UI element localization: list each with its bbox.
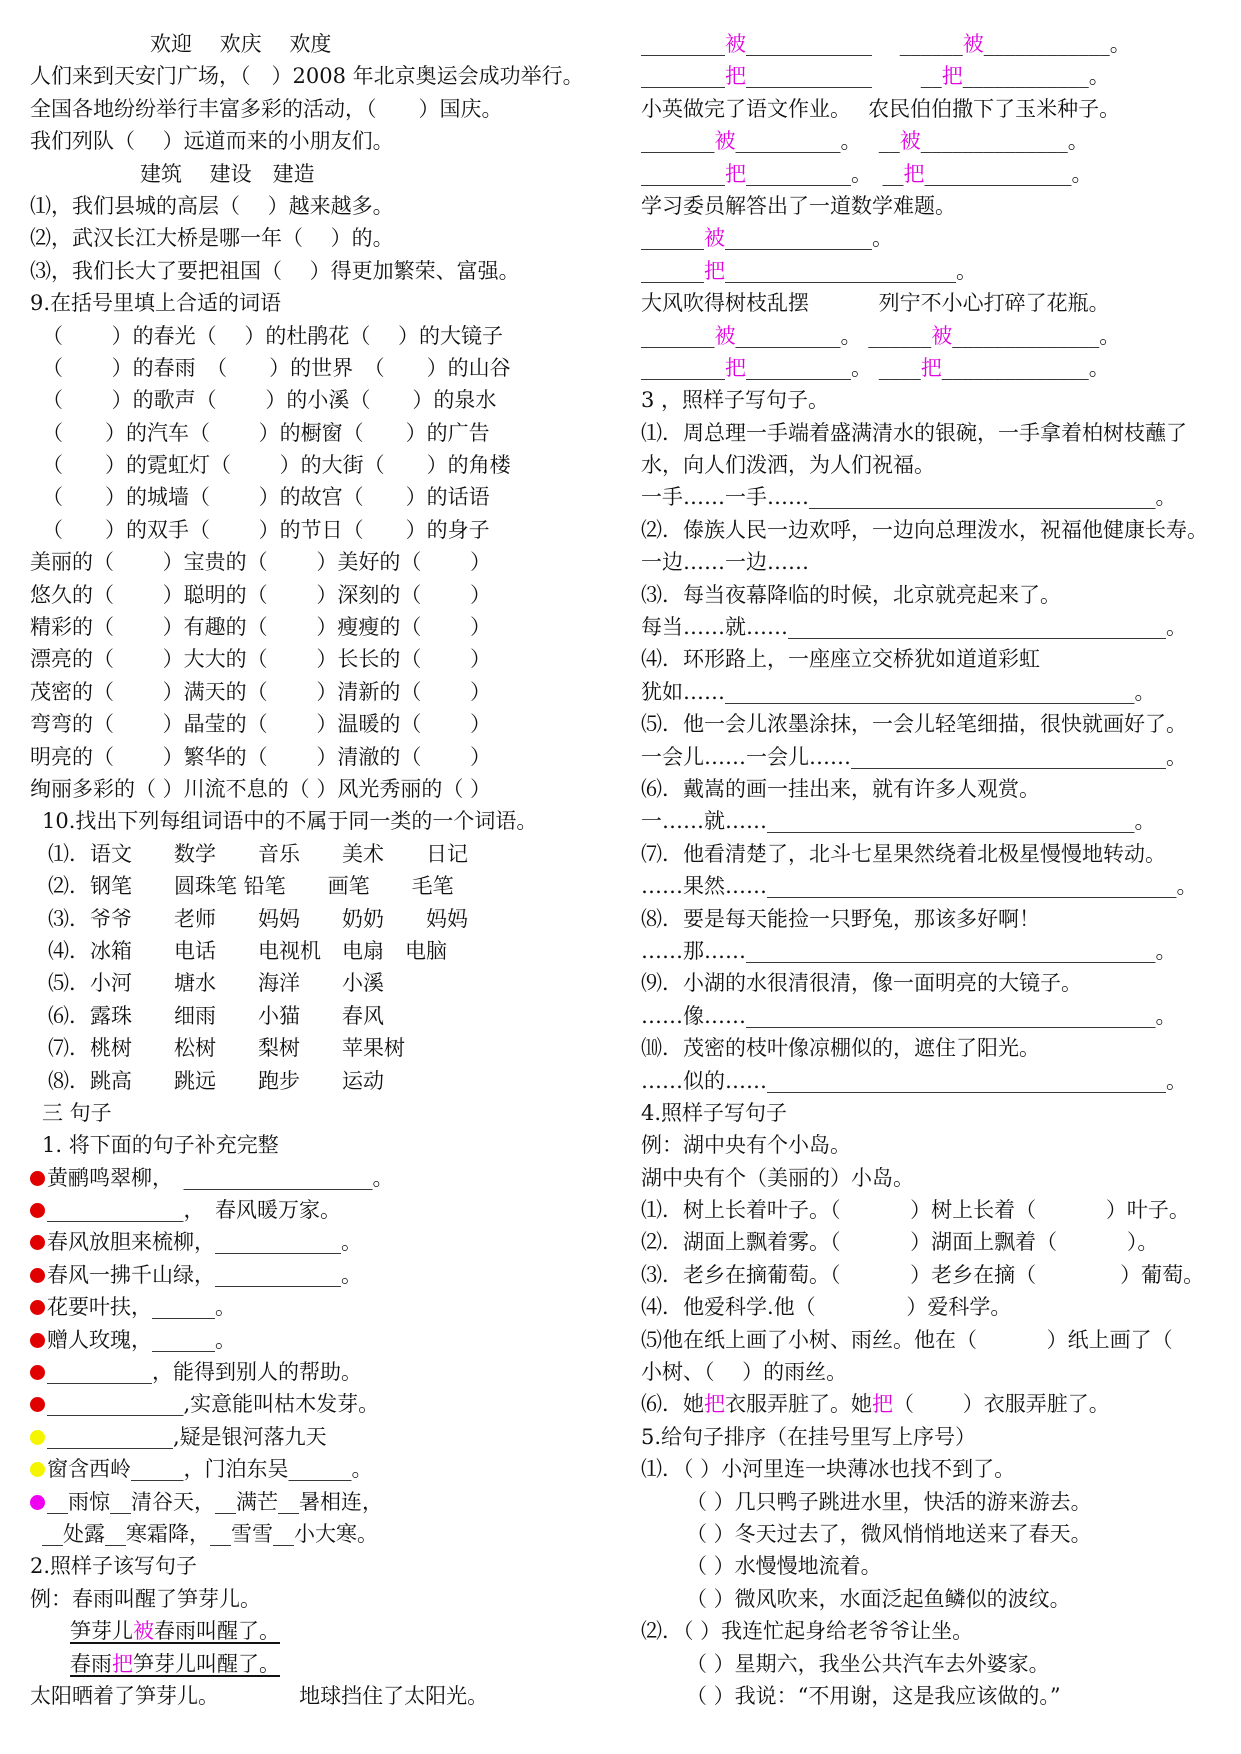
- example-ba-line: [30, 1648, 615, 1680]
- blank-line: _______被__________。 __被______________。: [641, 129, 1089, 154]
- text-line: ……果然……_______________________________________。: [641, 874, 1198, 899]
- text-line: ⑶．老乡在摘葡萄。（ ）老乡在摘（ ）葡萄。: [641, 1262, 1205, 1287]
- text-line: ⑵．（ ）我连忙起身给老爷爷让坐。: [641, 1619, 974, 1644]
- bullet-dot-red-icon: [30, 1235, 45, 1250]
- highlight-char: 把: [920, 355, 942, 380]
- text-line: 一边……一边……: [641, 550, 809, 575]
- text-line: 一手……一手……_________________________________。: [641, 485, 1177, 510]
- text-line: ⑴．周总理一手端着盛满清水的银碗，一手拿着柏树枝蘸了: [641, 420, 1187, 445]
- text-line: 犹如……_______________________________________。: [641, 679, 1156, 704]
- text-line: 每当……就……____________________________________。: [641, 615, 1187, 640]
- bullet-line: [30, 1226, 615, 1258]
- text-line: 一会儿……一会儿……______________________________。: [641, 744, 1187, 769]
- blank-line: ________把____________ __把____________。: [641, 64, 1110, 89]
- text-line: 弯弯的（ ）晶莹的（ ）温暖的（ ）: [30, 712, 492, 737]
- blank-line: ______被______________。: [641, 226, 893, 251]
- text-line: ⑶．爷爷 老师 妈妈 奶奶 妈妈: [48, 906, 468, 931]
- text-line: 太阳晒着了笋芽儿。 地球挡住了太阳光。: [30, 1683, 489, 1708]
- bullet-dot-magenta-icon: [30, 1495, 45, 1510]
- text-line: 小树、（ ）的雨丝。: [641, 1360, 848, 1385]
- bullet-line: [30, 1259, 615, 1291]
- example-passive-line: [30, 1615, 615, 1647]
- text-line: ⑸．他一会儿浓墨涂抹，一会儿轻笔细描，很快就画好了。: [641, 712, 1187, 737]
- blank-line: ________把__________。 ____把______________。: [641, 355, 1110, 380]
- section-heading: 三 句子: [42, 1100, 112, 1125]
- highlight-char: 把: [704, 258, 725, 283]
- highlight-char: 把: [872, 1392, 893, 1417]
- text-line: ⑽．茂密的枝叶像凉棚似的，遮住了阳光。: [641, 1036, 1040, 1061]
- highlight-char: 把: [903, 161, 925, 186]
- bullet-line: [30, 1486, 615, 1518]
- bullet-line: [30, 1324, 615, 1356]
- blank-line: ________把__________。 __把______________。: [641, 161, 1093, 186]
- bullet-dot-red-icon: [30, 1333, 45, 1348]
- bullet-line: [30, 1421, 615, 1453]
- highlight-char: 把: [941, 64, 963, 89]
- highlight-char: 把: [112, 1651, 133, 1676]
- text-line: 水，向人们泼洒，为人们祝福。: [641, 453, 935, 478]
- blank-line: _______被__________。 ______被______________。: [641, 323, 1121, 348]
- bullet-dot-yellow-icon: [30, 1462, 45, 1477]
- bullet-dot-yellow-icon: [30, 1430, 45, 1445]
- word-group-heading: 建筑 建设 建造: [140, 161, 315, 186]
- bullet-dot-red-icon: [30, 1171, 45, 1186]
- bullet-line: [30, 1194, 615, 1226]
- example-line: 例：湖中央有个小岛。: [641, 1133, 851, 1158]
- text-line: ⑴．语文 数学 音乐 美术 日记: [48, 841, 468, 866]
- text-line: __处露__寒霜降，__雪雪__小大寒。: [42, 1521, 378, 1546]
- text-line: ⑵．湖面上飘着雾。（ ）湖面上飘着（ ）。: [641, 1230, 1159, 1255]
- text-line: ⑵．钢笔 圆珠笔 铅笔 画笔 毛笔: [48, 874, 454, 899]
- text-line: 大风吹得树枝乱摆 列宁不小心打碎了花瓶。: [641, 291, 1110, 316]
- text-line: ⑹．她把衣服弄脏了。她把（ ）衣服弄脏了。: [641, 1392, 1110, 1417]
- section-heading: 10.找出下列每组词语中的不属于同一类的一个词语。: [42, 809, 538, 834]
- bullet-text: _____________， 春风暖万家。: [47, 1198, 341, 1223]
- text-line: ……那……_______________________________________。: [641, 938, 1177, 963]
- bullet-text: ____________,疑是银河落九天: [47, 1424, 327, 1449]
- bullet-line: [30, 1291, 615, 1323]
- section-heading: 3 ，照样子写句子。: [641, 388, 830, 413]
- highlight-char: 被: [714, 323, 736, 348]
- example-line: 例：春雨叫醒了笋芽儿。: [30, 1586, 261, 1611]
- text-line: 全国各地纷纷举行丰富多彩的活动，（ ）国庆。: [30, 96, 503, 121]
- bullet-dot-red-icon: [30, 1203, 45, 1218]
- text-line: （ ）的歌声（ ）的小溪（ ）的泉水: [42, 388, 497, 413]
- bullet-dot-red-icon: [30, 1397, 45, 1412]
- highlight-char: 把: [725, 355, 746, 380]
- text-line: ⑻．跳高 跳远 跑步 运动: [48, 1068, 384, 1093]
- blank-line: ______把______________________。: [641, 258, 977, 283]
- text-line: ⑶．每当夜幕降临的时候，北京就亮起来了。: [641, 582, 1061, 607]
- section-heading: 2.照样子该写句子: [30, 1554, 198, 1579]
- text-line: （ ）的春光（ ）的杜鹃花（ ）的大镜子: [42, 323, 504, 348]
- text-line: 一……就……___________________________________。: [641, 809, 1156, 834]
- text-line: （ ）几只鸭子跳进水里，快活的游来游去。: [686, 1489, 1092, 1514]
- text-line: ⑷．他爱科学.他（ ）爱科学。: [641, 1295, 1012, 1320]
- highlight-char: 被: [704, 226, 725, 251]
- word-group-heading: 欢迎 欢庆 欢度: [150, 32, 332, 56]
- text-line: ⑴．树上长着叶子。（ ）树上长着（ ）叶子。: [641, 1198, 1190, 1223]
- text-line: ⑺．桃树 松树 梨树 苹果树: [48, 1036, 405, 1061]
- text-line: ⑶，我们长大了要把祖国（ ）得更加繁荣、富强。: [30, 258, 520, 283]
- text-line: （ ）星期六，我坐公共汽车去外婆家。: [686, 1651, 1050, 1676]
- highlight-char: 把: [725, 161, 746, 186]
- highlight-char: 被: [725, 32, 746, 56]
- highlight-char: 被: [931, 323, 953, 348]
- bullet-text: 窗含西岭_____，门泊东吴______。: [47, 1457, 373, 1482]
- highlight-char: 被: [133, 1619, 154, 1644]
- bullet-text: __________，能得到别人的帮助。: [47, 1360, 362, 1385]
- text-line: ……似的……______________________________________。: [641, 1068, 1187, 1093]
- bullet-text: 花要叶扶，______。: [47, 1295, 236, 1320]
- text-line: （ ）的春雨 （ ）的世界 （ ）的山谷: [42, 355, 511, 380]
- text-line: （ ）水慢慢地流着。: [686, 1554, 882, 1579]
- bullet-line: [30, 1356, 615, 1388]
- text-line: ⑹．露珠 细雨 小猫 春风: [48, 1003, 384, 1028]
- text-line: （ ）的双手（ ）的节日（ ）的身子: [42, 517, 490, 542]
- text-line: ⑹．戴嵩的画一挂出来，就有许多人观赏。: [641, 776, 1040, 801]
- bullet-text: 黄鹂鸣翠柳， __________________。: [47, 1165, 394, 1190]
- highlight-char: 被: [714, 129, 736, 154]
- example-ba: 春雨把笋芽儿叫醒了。: [70, 1651, 280, 1676]
- text-line: ⑷．环形路上，一座座立交桥犹如道道彩虹: [641, 647, 1040, 672]
- blank-line: ________被____________ ______被____________。: [641, 32, 1131, 56]
- text-line: （ ）的城墙（ ）的故宫（ ）的话语: [42, 485, 490, 510]
- text-line: 绚丽多彩的（ ）川流不息的（ ）风光秀丽的（ ）: [30, 776, 492, 801]
- text-line: 人们来到天安门广场，（ ）2008 年北京奥运会成功举行。: [30, 64, 584, 89]
- text-line: ⑸他在纸上画了小树、雨丝。他在（ ）纸上画了（: [641, 1327, 1173, 1352]
- text-line: ⑵，武汉长江大桥是哪一年（ ）的。: [30, 226, 394, 251]
- text-line: ⑺．他看清楚了，北斗七星果然绕着北极星慢慢地转动。: [641, 841, 1166, 866]
- highlight-char: 被: [962, 32, 984, 56]
- bullet-dot-red-icon: [30, 1365, 45, 1380]
- text-line: ⑷．冰箱 电话 电视机 电扇 电脑: [48, 938, 447, 963]
- bullet-dot-red-icon: [30, 1300, 45, 1315]
- bullet-text: _____________,实意能叫枯木发芽。: [47, 1392, 380, 1417]
- section-heading: 1. 将下面的句子补充完整: [42, 1133, 279, 1158]
- text-line: ⑴．（ ）小河里连一块薄冰也找不到了。: [641, 1457, 1016, 1482]
- bullet-text: 春风一拂千山绿，____________。: [47, 1262, 362, 1287]
- text-line: ⑸．小河 塘水 海洋 小溪: [48, 971, 384, 996]
- text-line: （ ）的霓虹灯（ ）的大街（ ）的角楼: [42, 453, 511, 478]
- text-line: ⑵．傣族人民一边欢呼，一边向总理泼水，祝福他健康长寿。: [641, 517, 1208, 542]
- text-line: 精彩的（ ）有趣的（ ）瘦瘦的（ ）: [30, 615, 492, 640]
- text-line: ⑼．小湖的水很清很清，像一面明亮的大镜子。: [641, 971, 1082, 996]
- text-line: （ ）的汽车（ ）的橱窗（ ）的广告: [42, 420, 490, 445]
- section-heading: 4.照样子写句子: [641, 1100, 788, 1125]
- example-line: 湖中央有个（美丽的）小岛。: [641, 1165, 914, 1190]
- section-heading: 9.在括号里填上合适的词语: [30, 291, 282, 316]
- text-line: ……像……_______________________________________。: [641, 1003, 1177, 1028]
- text-line: 悠久的（ ）聪明的（ ）深刻的（ ）: [30, 582, 492, 607]
- text-line: 茂密的（ ）满天的（ ）清新的（ ）: [30, 679, 492, 704]
- text-line: 学习委员解答出了一道数学难题。: [641, 193, 956, 218]
- text-line: 我们列队（ ）远道而来的小朋友们。: [30, 129, 394, 154]
- bullet-text: __雨惊__清谷天，__满芒__暑相连，: [47, 1489, 383, 1514]
- bullet-line: [30, 1162, 615, 1194]
- text-line: ⑻．要是每天能捡一只野兔，那该多好啊！: [641, 906, 1040, 931]
- text-line: （ ）微风吹来，水面泛起鱼鳞似的波纹。: [686, 1586, 1071, 1611]
- highlight-char: 被: [899, 129, 921, 154]
- text-line: 明亮的（ ）繁华的（ ）清澈的（ ）: [30, 744, 492, 769]
- left-column: [30, 28, 615, 1712]
- text-line: 美丽的（ ）宝贵的（ ）美好的（ ）: [30, 550, 492, 575]
- bullet-text: 赠人玫瑰，______。: [47, 1327, 236, 1352]
- bullet-line: [30, 1453, 615, 1485]
- bullet-text: 春风放胆来梳柳，____________。: [47, 1230, 362, 1255]
- section-heading: 5.给句子排序（在挂号里写上序号）: [641, 1424, 977, 1449]
- text-line: （ ）我说：“不用谢，这是我应该做的。”: [686, 1683, 1061, 1708]
- example-passive: 笋芽儿被春雨叫醒了。: [70, 1619, 280, 1644]
- highlight-char: 把: [704, 1392, 725, 1417]
- bullet-dot-red-icon: [30, 1268, 45, 1283]
- text-line: ⑴，我们县城的高层（ ）越来越多。: [30, 193, 394, 218]
- text-line: 小英做完了语文作业。 农民伯伯撒下了玉米种子。: [641, 96, 1121, 121]
- text-line: （ ）冬天过去了，微风悄悄地送来了春天。: [686, 1521, 1092, 1546]
- highlight-char: 把: [725, 64, 746, 89]
- text-line: 漂亮的（ ）大大的（ ）长长的（ ）: [30, 647, 492, 672]
- bullet-line: [30, 1388, 615, 1420]
- right-column: [641, 28, 1241, 1712]
